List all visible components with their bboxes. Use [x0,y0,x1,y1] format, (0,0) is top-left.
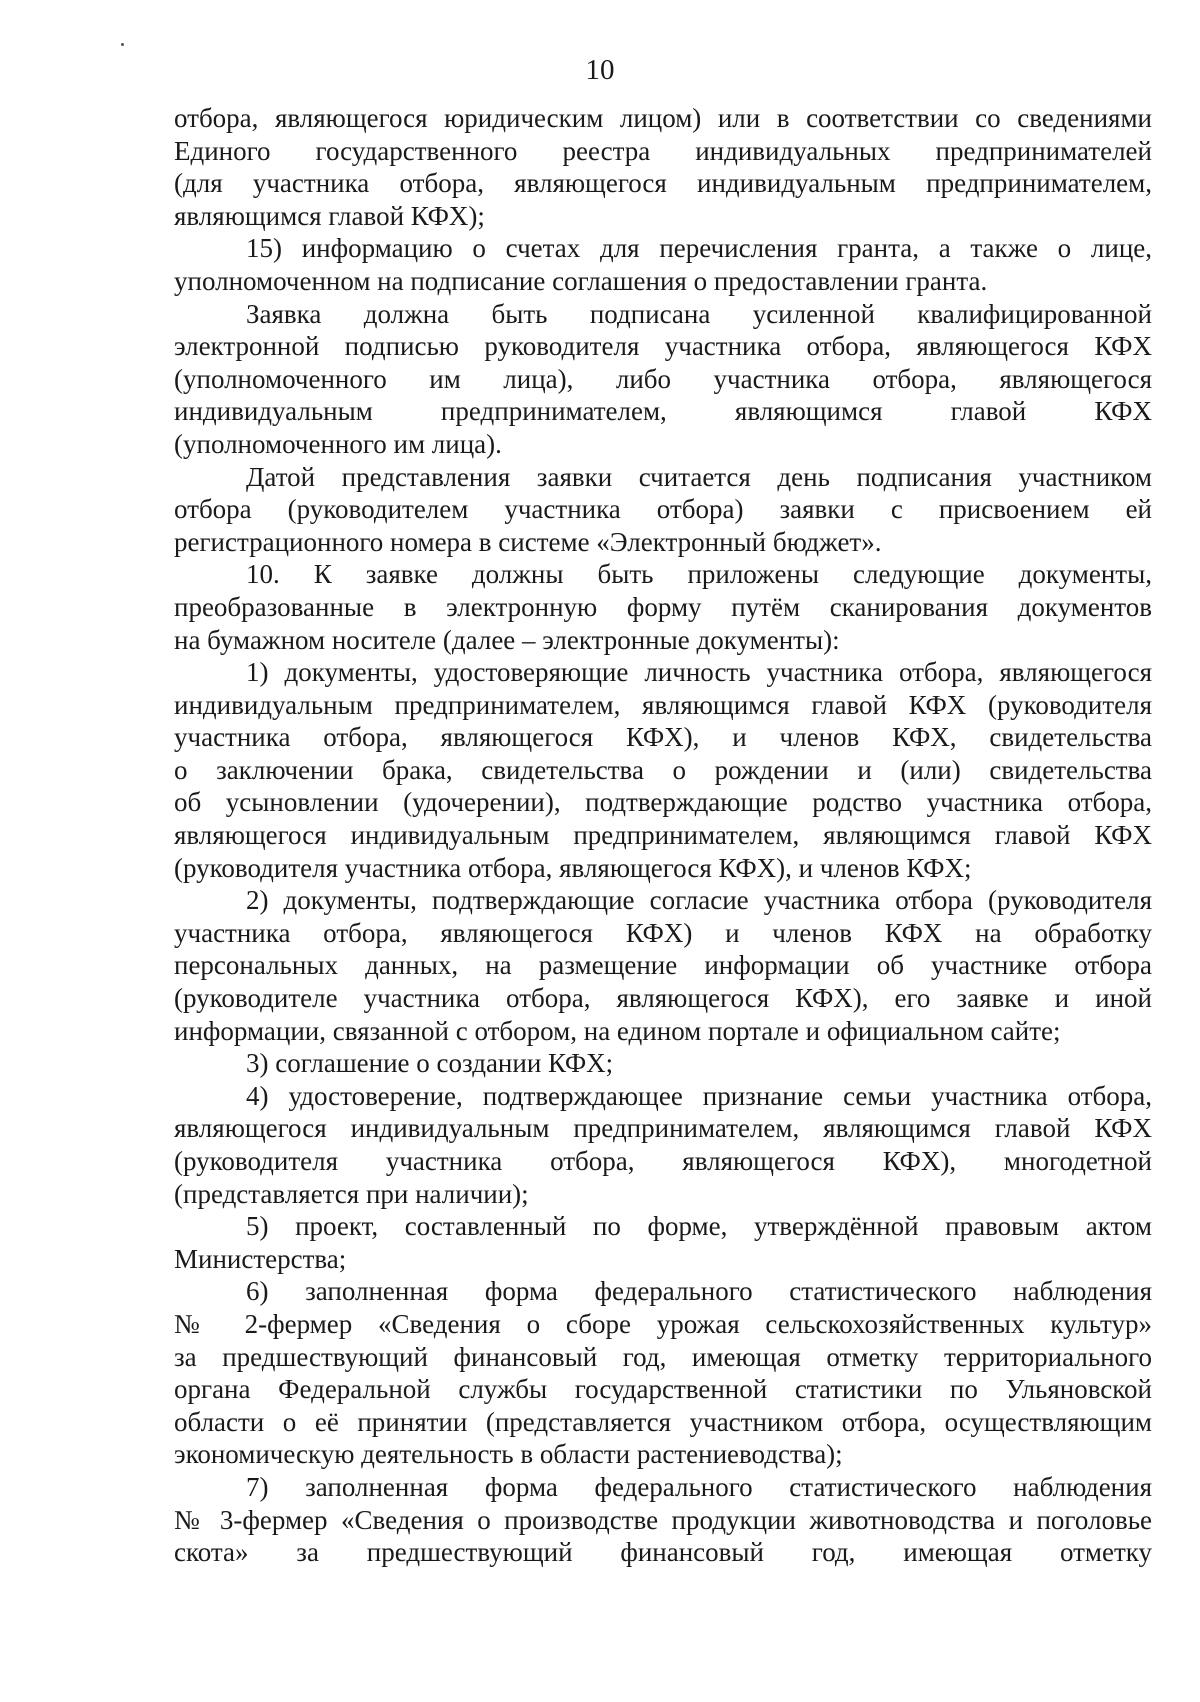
text-line: являющимся главой КФХ); [174,200,485,231]
text-line: индивидуальным предпринимателем, являющимся главой КФХ [174,396,1152,427]
text-line: органа Федеральной службы государственной статистики по Ульяновской [174,1374,1152,1405]
text-line: отбора, являющегося юридическим лицом) или в соответствии со сведениями [174,103,1152,133]
text-line: (уполномоченного им лица), либо участника отбора, являющегося [174,363,1152,394]
text-line: преобразованные в электронную форму путём сканирования документов [174,591,1152,622]
scan-speck [121,43,124,46]
text-line: (руководителя участника отбора, являющегося КФХ), и членов КФХ; [174,852,972,883]
text-line: области о её принятии (представляется участником отбора, осуществляющим [174,1406,1152,1437]
text-line: отбора (руководителем участника отбора) заявки с присвоением ей [174,494,1152,525]
text-line: (для участника отбора, являющегося индивидуальным предпринимателем, [174,168,1152,199]
text-line: скота» за предшествующий финансовый год, имеющая отметку [174,1537,1152,1568]
text-line: № 3-фермер «Сведения о производстве продукции животноводства и поголовье [174,1504,1152,1535]
text-line: 2) документы, подтверждающие согласие участника отбора (руководителя [246,885,1152,916]
text-line: 7) заполненная форма федерального статистического наблюдения [246,1471,1152,1502]
text-line: регистрационного номера в системе «Электронный бюджет». [174,526,882,557]
text-line: Датой представления заявки считается день подписания участником [246,461,1152,492]
text-line: 4) удостоверение, подтверждающее признание семьи участника отбора, [246,1080,1152,1111]
text-line: электронной подписью руководителя участника отбора, являющегося КФХ [174,331,1152,362]
text-line: Заявка должна быть подписана усиленной квалифицированной [246,298,1152,329]
text-line: Единого государственного реестра индивидуальных предпринимателей [174,135,1152,166]
text-line: (представляется при наличии); [174,1178,529,1209]
text-line: 10. К заявке должны быть приложены следующие документы, [246,559,1152,590]
text-line: участника отбора, являющегося КФХ) и членов КФХ на обработку [174,917,1152,948]
text-line: 15) информацию о счетах для перечисления гранта, а также о лице, [246,233,1152,264]
text-line: 3) соглашение о создании КФХ; [246,1048,614,1079]
text-line: о заключении брака, свидетельства о рождении и (или) свидетельства [174,754,1152,785]
text-line: за предшествующий финансовый год, имеющая отметку территориального [174,1341,1152,1372]
text-line: экономическую деятельность в области растениеводства); [174,1439,843,1470]
text-line: № 2-фермер «Сведения о сборе урожая сельскохозяйственных культур» [174,1308,1152,1339]
text-line: 6) заполненная форма федерального статистического наблюдения [246,1276,1152,1307]
text-line: уполномоченном на подписание соглашения о предоставлении гранта. [174,265,988,296]
text-line: об усыновлении (удочерении), подтверждающие родство участника отбора, [174,787,1152,818]
text-line: индивидуальным предпринимателем, являющимся главой КФХ (руководителя [174,689,1152,720]
text-line: информации, связанной с отбором, на едином портале и официальном сайте; [174,1015,1061,1046]
text-line: (руководителя участника отбора, являющегося КФХ), многодетной [174,1146,1152,1176]
text-line: являющегося индивидуальным предпринимателем, являющимся главой КФХ [174,820,1152,851]
text-line: участника отбора, являющегося КФХ), и членов КФХ, свидетельства [174,722,1152,753]
text-line: являющегося индивидуальным предпринимателем, являющимся главой КФХ [174,1113,1152,1144]
text-line: Министерства; [174,1243,347,1274]
text-line: (руководителе участника отбора, являющегося КФХ), его заявке и иной [174,983,1152,1014]
document-body [174,102,1152,1569]
text-line: 5) проект, составленный по форме, утверждённой правовым актом [246,1211,1152,1242]
text-line: 1) документы, удостоверяющие личность участника отбора, являющегося [246,657,1152,688]
text-line: на бумажном носителе (далее – электронные документы): [174,624,840,655]
text-line: (уполномоченного им лица). [174,428,502,459]
page-number: 10 [585,54,615,86]
text-line: персональных данных, на размещение информации об участнике отбора [174,950,1152,981]
